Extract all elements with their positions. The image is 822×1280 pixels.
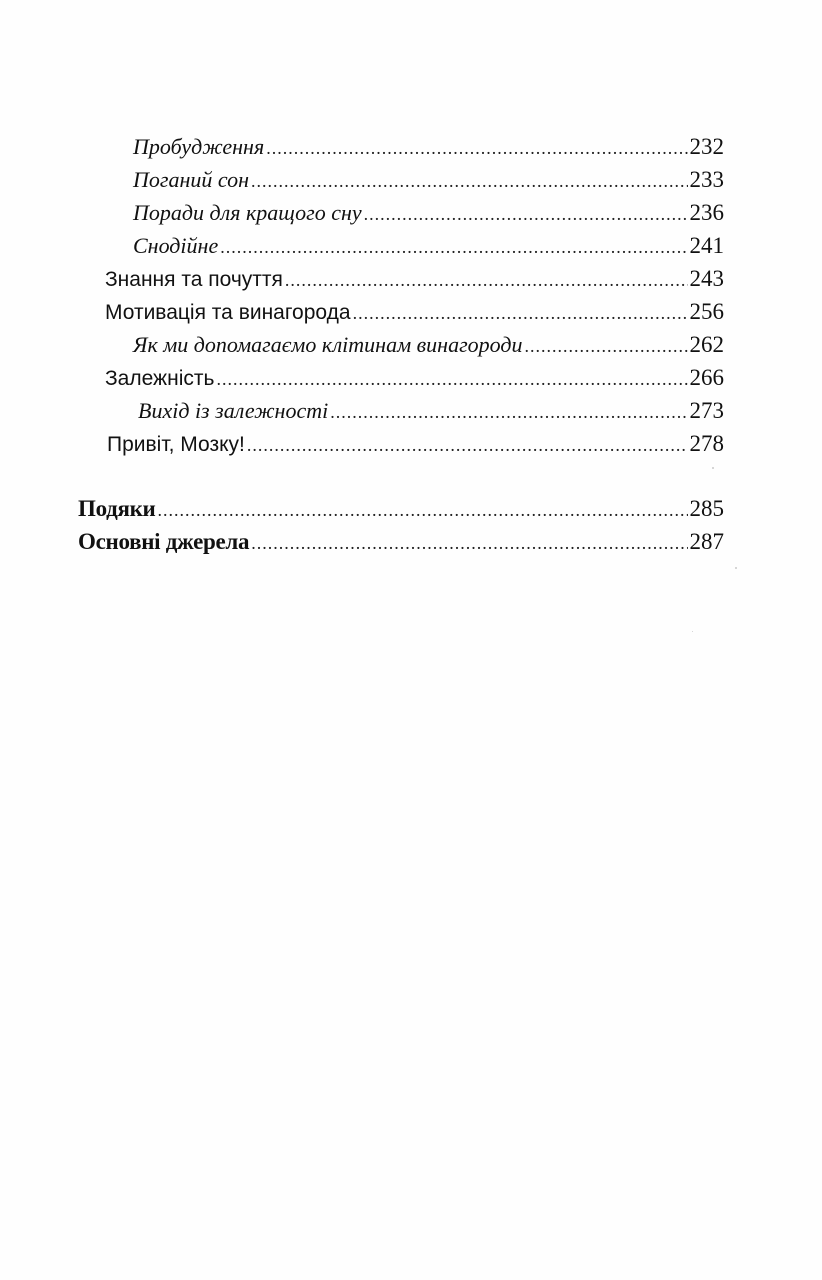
toc-entry-title: Залежність: [105, 367, 215, 390]
toc-entry[interactable]: [133, 165, 724, 195]
dot-leader: [251, 166, 687, 196]
dot-leader: [266, 133, 687, 163]
dot-leader: [247, 430, 688, 460]
toc-entry-title: Снодійне: [133, 233, 219, 258]
dot-leader: [353, 298, 688, 328]
dot-leader: [158, 495, 688, 525]
toc-entry[interactable]: [78, 527, 724, 557]
toc-entry-title: Пробудження: [133, 134, 265, 159]
toc-entry-title: Знання та почуття: [105, 268, 283, 291]
toc-page-number: 287: [689, 529, 724, 554]
toc-entry-title: Поганий сон: [133, 167, 250, 192]
toc-page-number: 285: [689, 496, 724, 521]
dot-leader: [525, 331, 688, 361]
toc-entry[interactable]: [107, 429, 724, 459]
dot-leader: [364, 199, 688, 229]
toc-entry-title: Привіт, Мозку!: [107, 433, 245, 456]
toc-entry-title: Поради для кращого сну: [133, 200, 362, 225]
toc-page-number: 256: [689, 299, 724, 324]
dot-leader: [216, 364, 687, 394]
toc-entry-title: Мотивація та винагорода: [105, 301, 351, 324]
toc-entry[interactable]: [105, 297, 724, 327]
toc-page-number: 243: [689, 266, 724, 291]
scan-speck: [692, 631, 693, 632]
toc-entry-title: Подяки: [78, 496, 156, 521]
toc-entry[interactable]: [133, 330, 724, 360]
toc-page-number: 232: [689, 134, 724, 159]
dot-leader: [251, 528, 687, 558]
toc-entry-title: Основні джерела: [78, 529, 250, 554]
toc-entry[interactable]: [133, 231, 724, 261]
toc-entry-title: Як ми допомагаємо клітинам винагороди: [133, 332, 523, 357]
dot-leader: [220, 232, 687, 262]
toc-entry[interactable]: [133, 198, 724, 228]
toc-page-number: 233: [689, 167, 724, 192]
toc-page-number: 262: [689, 332, 724, 357]
dot-leader: [285, 265, 688, 295]
scan-speck: [735, 567, 737, 569]
scan-speck: [712, 467, 714, 469]
toc-entry[interactable]: [78, 494, 724, 524]
toc-page-number: 273: [689, 398, 724, 423]
toc-page-number: 266: [689, 365, 724, 390]
toc-entry[interactable]: [138, 396, 724, 426]
toc-entry[interactable]: [105, 264, 724, 294]
toc-entry[interactable]: [105, 363, 724, 393]
toc-page-number: 236: [689, 200, 724, 225]
toc-entry-title: Вихід із залежності: [138, 398, 329, 423]
toc-page-number: 278: [689, 431, 724, 456]
toc-page-number: 241: [689, 233, 724, 258]
dot-leader: [330, 397, 687, 427]
toc-entry[interactable]: [133, 132, 724, 162]
